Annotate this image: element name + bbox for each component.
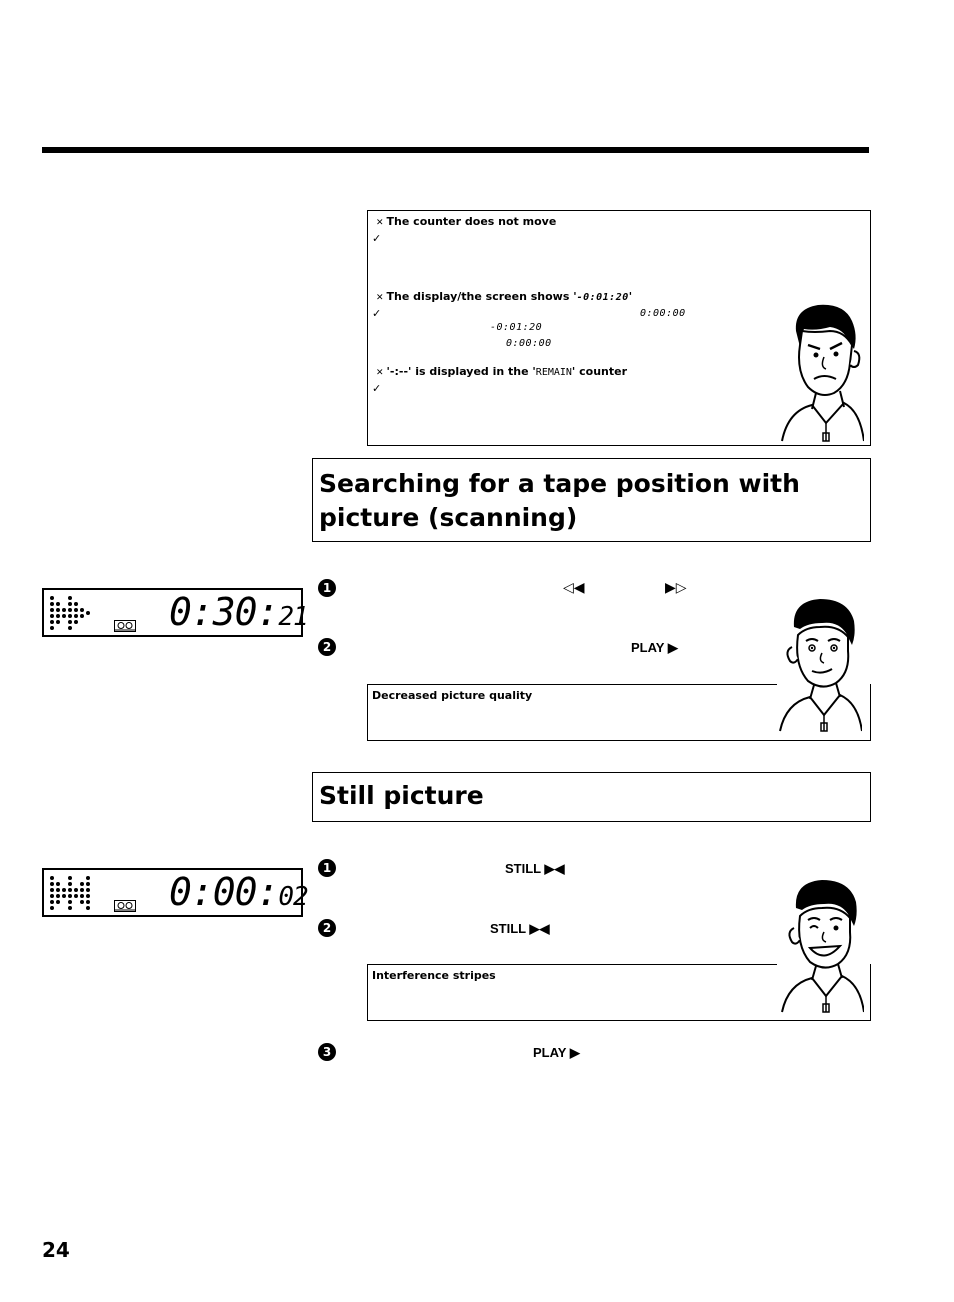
still-button-label: STILL ▶◀ [490, 921, 550, 936]
troubleshooting-box [367, 210, 871, 446]
cross-icon: ✕ [376, 293, 384, 303]
check-icon: ✓ [372, 307, 382, 320]
cassette-icon [114, 900, 136, 912]
scanning-heading-box [312, 458, 871, 542]
cross-icon: ✕ [376, 368, 384, 378]
still-note-title: Interference stripes [372, 969, 496, 982]
step-number: 2 [318, 919, 336, 937]
still-button-label: STILL ▶◀ [505, 861, 565, 876]
tip-title-counter: ✕ The counter does not move [376, 215, 557, 228]
still-icon [49, 875, 93, 911]
worried-man-illustration [778, 595, 862, 733]
frowning-man-illustration [778, 301, 864, 443]
still-heading: Still picture [319, 781, 484, 810]
cassette-icon [114, 620, 136, 632]
play-icon: ▶ [569, 1045, 580, 1060]
tip-title-display: ✕ The display/the screen shows '-0:01:20' [376, 290, 633, 303]
still-button-icon: ▶◀ [529, 921, 550, 936]
play-icon: ▶ [667, 640, 678, 655]
value-zero-a: 0:00:00 [640, 308, 686, 319]
still-lcd-time: 0:00:02 [169, 870, 308, 914]
step-number: 1 [318, 859, 336, 877]
still-lcd-display [42, 868, 308, 917]
scanning-note-title: Decreased picture quality [372, 689, 533, 702]
page-number: 24 [42, 1238, 70, 1262]
tip-title-remain: ✕ '-:--' is displayed in the 'REMAIN' counter [376, 365, 628, 378]
fast-forward-button-icon: ▶▷ [665, 580, 687, 596]
fast-forward-icon [49, 595, 93, 631]
rewind-icon: ◁◀ [563, 580, 585, 596]
still-button-icon: ▶◀ [544, 861, 565, 876]
top-rule [42, 147, 869, 153]
check-icon: ✓ [372, 232, 382, 245]
step-number: 1 [318, 579, 336, 597]
cross-icon: ✕ [376, 218, 384, 228]
play-button-label: PLAY ▶ [533, 1045, 580, 1060]
still-heading-box [312, 772, 871, 822]
scanning-lcd-display [42, 588, 308, 637]
scanning-lcd-time: 0:30:21 [169, 590, 308, 634]
play-button-label: PLAY ▶ [631, 640, 678, 655]
scanning-heading: Searching for a tape position with picture (scanning) [319, 469, 800, 532]
check-icon: ✓ [372, 382, 382, 395]
value-zero-b: 0:00:00 [506, 338, 552, 349]
step-number: 2 [318, 638, 336, 656]
value-minus: -0:01:20 [490, 322, 543, 333]
smiling-man-illustration [780, 876, 864, 1014]
step-number: 3 [318, 1043, 336, 1061]
